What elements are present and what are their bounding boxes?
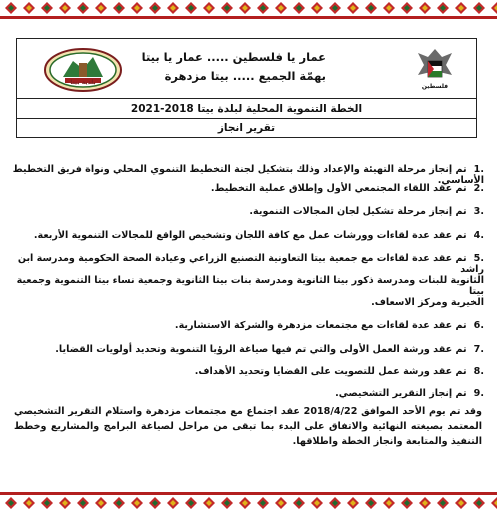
list-item (8, 320, 484, 331)
list-item (8, 253, 484, 275)
list-item-text: تم عقد عدة لقاءات مع جمعية بيتا التعاونية التصنيع الزراعي وعيادة الصحة الحكومية ومدرسة ابن راشد (17, 253, 484, 275)
top-decorative-border (0, 0, 497, 20)
list-item-number: .9 (473, 388, 484, 399)
list-item-number: .6 (473, 320, 484, 331)
list-item-text: تم إنجاز مرحلة تشكيل لجان المجالات التنموية. (249, 206, 467, 217)
list-item (8, 388, 484, 399)
list-item-text: تم عقد عدة لقاءات وورشات عمل مع كافة اللجان وتشخيص الواقع للمجالات التنموية الأربعة. (33, 230, 467, 241)
list-item (8, 183, 484, 194)
list-item-number: .1 (473, 164, 484, 175)
list-item (8, 206, 484, 217)
list-item-text: تم عقد ورشة عمل للتصويت على القضايا وتحديد الأهداف. (194, 366, 467, 377)
municipality-logo-text: بلدية بيتا (70, 79, 96, 86)
list-item-number: .8 (473, 366, 484, 377)
list-item-text: تم عقد ورشة العمل الأولى والتي تم فيها صياغة الرؤيا التنموية وتحديد أولويات القضايا. (55, 344, 467, 355)
list-item-number: .5 (473, 253, 484, 264)
motto (116, 48, 326, 86)
plan-title: الخطة التنموية المحلية لبلدة بيتا 2018-2021 (17, 99, 476, 119)
list-item-text: تم إنجاز مرحلة التهيئة والإعداد وذلك بتشكيل لجنة التخطيط التنموي المحلي ونواة فريق التخطيط الأساسي. (12, 164, 484, 186)
list-item-text: تم عقد اللقاء المجتمعي الأول وإطلاق عملية التخطيط. (210, 183, 467, 194)
motto-line-1: عمار يا فلسطين ..... عمار يا بيتا (141, 50, 326, 64)
list-item-number: .2 (473, 183, 484, 194)
list-item-text: تم عقد عدة لقاءات مع مجتمعات مزدهرة والشركة الاستشارية. (174, 320, 467, 331)
list-item-number: .3 (473, 206, 484, 217)
emblem-text: فلسطين (421, 83, 449, 90)
header-box (16, 38, 477, 138)
header-top-section (17, 39, 476, 99)
list-item-text: تم إنجاز التقرير التشخيصي. (335, 388, 467, 399)
list-item-continuation: الخيرية ومركز الاسعاف. (371, 297, 484, 308)
bottom-decorative-border (0, 490, 497, 512)
list-item-number: .4 (473, 230, 484, 241)
report-title: تقرير انجاز (217, 122, 276, 134)
list-item (8, 230, 484, 241)
motto-line-2: بهمّة الجميع ..... بيتا مزدهرة (164, 69, 326, 83)
palestine-emblem (412, 45, 458, 95)
list-item-continuation: الثانوية للبنات ومدرسة ذكور بيتا الثانوية ومدرسة بنات بيتا الثانوية وجمعية نساء بيتا التنموية وجمعية بيتا (16, 275, 484, 297)
list-item-number: .7 (473, 344, 484, 355)
list-item (8, 344, 484, 355)
list-item (8, 366, 484, 377)
municipality-logo (43, 47, 123, 93)
closing-paragraph: وقد تم يوم الأحد الموافق 2018/4/22 عقد اجتماع مع مجتمعات مزدهرة واستلام التقرير التشخيصي المعتمد بصيغته النهائية والاتفاق على البدء بما تبقى من مراحل لصياغة البرامج والمشاريع وخطط التنفيذ والمتابعة وانجاز الخطة واطلاقها. (14, 406, 482, 447)
